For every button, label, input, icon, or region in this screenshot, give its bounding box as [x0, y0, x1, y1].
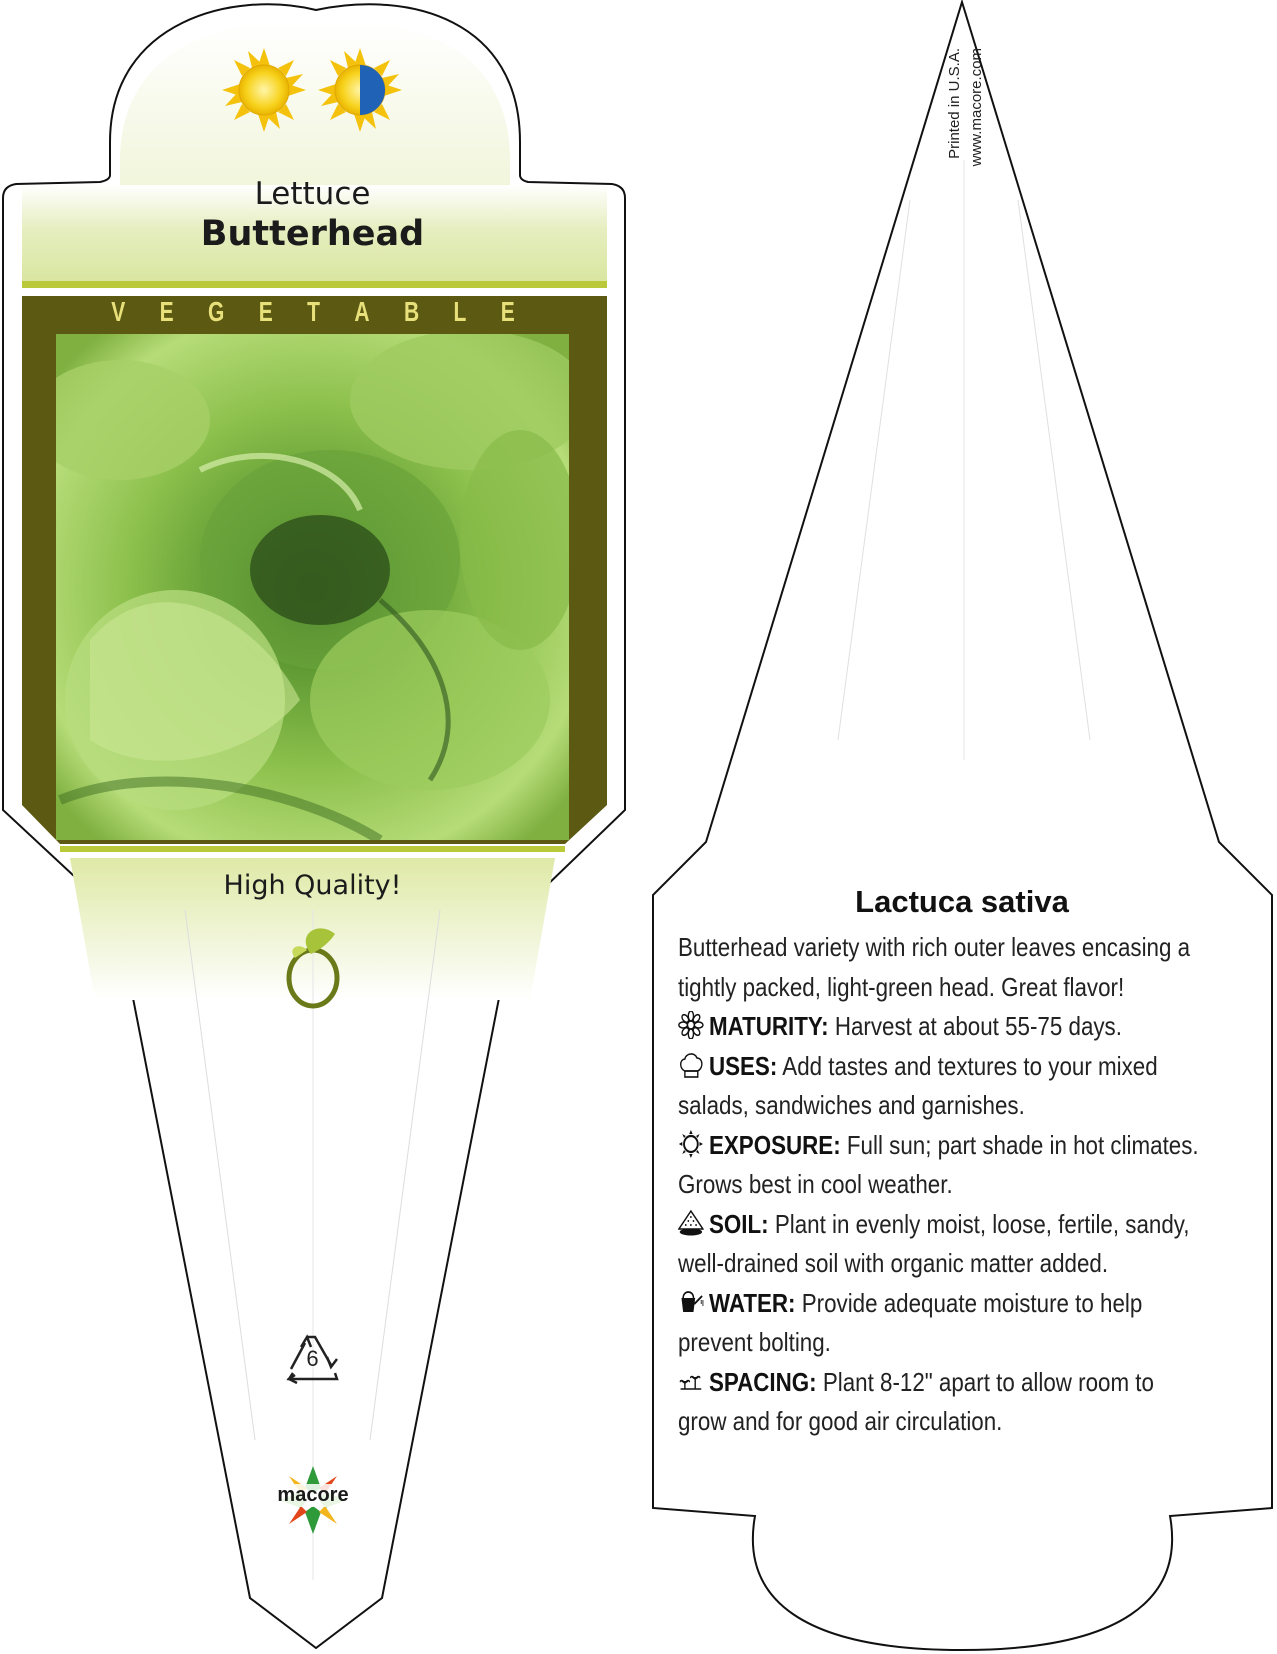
seedlings-icon: [678, 1367, 704, 1395]
lettuce-photo: [30, 330, 590, 840]
plant-name: Lettuce: [254, 176, 371, 212]
category-letter: T: [307, 296, 320, 327]
uses-text: Add tastes and textures to your mixed: [782, 1050, 1158, 1081]
spacing-label: SPACING:: [708, 1366, 817, 1397]
soil-label: SOIL:: [708, 1208, 769, 1239]
category-letter: E: [159, 296, 174, 327]
category-letter: V: [111, 296, 126, 327]
brand-name: macore: [268, 1484, 358, 1507]
water-label: WATER:: [708, 1287, 796, 1318]
exposure-continued: Grows best in cool weather.: [678, 1169, 953, 1199]
printer-credit: [944, 48, 1004, 218]
spacing-text: Plant 8-12" apart to allow room to: [822, 1366, 1154, 1397]
exposure-row: [678, 1126, 1239, 1166]
accent-stripe-bottom: [60, 846, 565, 852]
full-sun-icon: [222, 48, 306, 132]
maturity-row: [678, 1007, 1239, 1047]
accent-stripe-top: [22, 281, 607, 288]
spacing-row: [678, 1363, 1239, 1403]
maturity-label: MATURITY:: [708, 1011, 829, 1041]
soil-row: [678, 1205, 1239, 1245]
category-letter: E: [500, 296, 515, 327]
watering-can-icon: [678, 1288, 704, 1316]
intro-line: tightly packed, light-green head. Great flavor!: [678, 971, 1125, 1002]
category-letter: G: [208, 296, 225, 327]
website-line: www.macore.com: [968, 48, 985, 167]
uses-row: [678, 1047, 1239, 1087]
uses-continued: salads, sandwiches and garnishes.: [678, 1090, 1025, 1120]
soil-continued: well-drained soil with organic matter added.: [678, 1248, 1109, 1278]
category-label: [111, 296, 515, 332]
sun-outline-icon: [678, 1130, 704, 1158]
water-text: Provide adequate moisture to help: [801, 1287, 1143, 1318]
soil-text: Plant in evenly moist, loose, fertile, sandy,: [774, 1208, 1190, 1239]
exposure-label: EXPOSURE:: [708, 1129, 841, 1160]
intro-line: Butterhead variety with rich outer leaves encasing a: [678, 932, 1191, 962]
category-letter: B: [403, 296, 420, 327]
soil-icon: [678, 1209, 704, 1237]
category-letter: E: [258, 296, 273, 327]
category-letter: L: [453, 296, 467, 327]
botanical-name: Lactuca sativa: [855, 884, 1069, 919]
chef-hat-icon: [678, 1051, 704, 1079]
exposure-text: Full sun; part shade in hot climates.: [846, 1129, 1199, 1160]
tagline: High Quality!: [223, 870, 402, 901]
water-continued: prevent bolting.: [678, 1327, 831, 1357]
care-instructions: [678, 928, 1239, 1442]
printed-in-line: Printed in U.S.A.: [946, 48, 963, 159]
water-row: [678, 1284, 1239, 1324]
maturity-text: Harvest at about 55-75 days.: [834, 1011, 1122, 1041]
category-letter: A: [354, 296, 370, 327]
recycle-number: 6: [306, 1346, 319, 1371]
uses-label: USES:: [708, 1050, 778, 1081]
spacing-continued: grow and for good air circulation.: [678, 1406, 1003, 1436]
variety-name: Butterhead: [200, 214, 425, 254]
part-shade-icon: [318, 48, 402, 132]
flower-icon: [678, 1011, 704, 1039]
